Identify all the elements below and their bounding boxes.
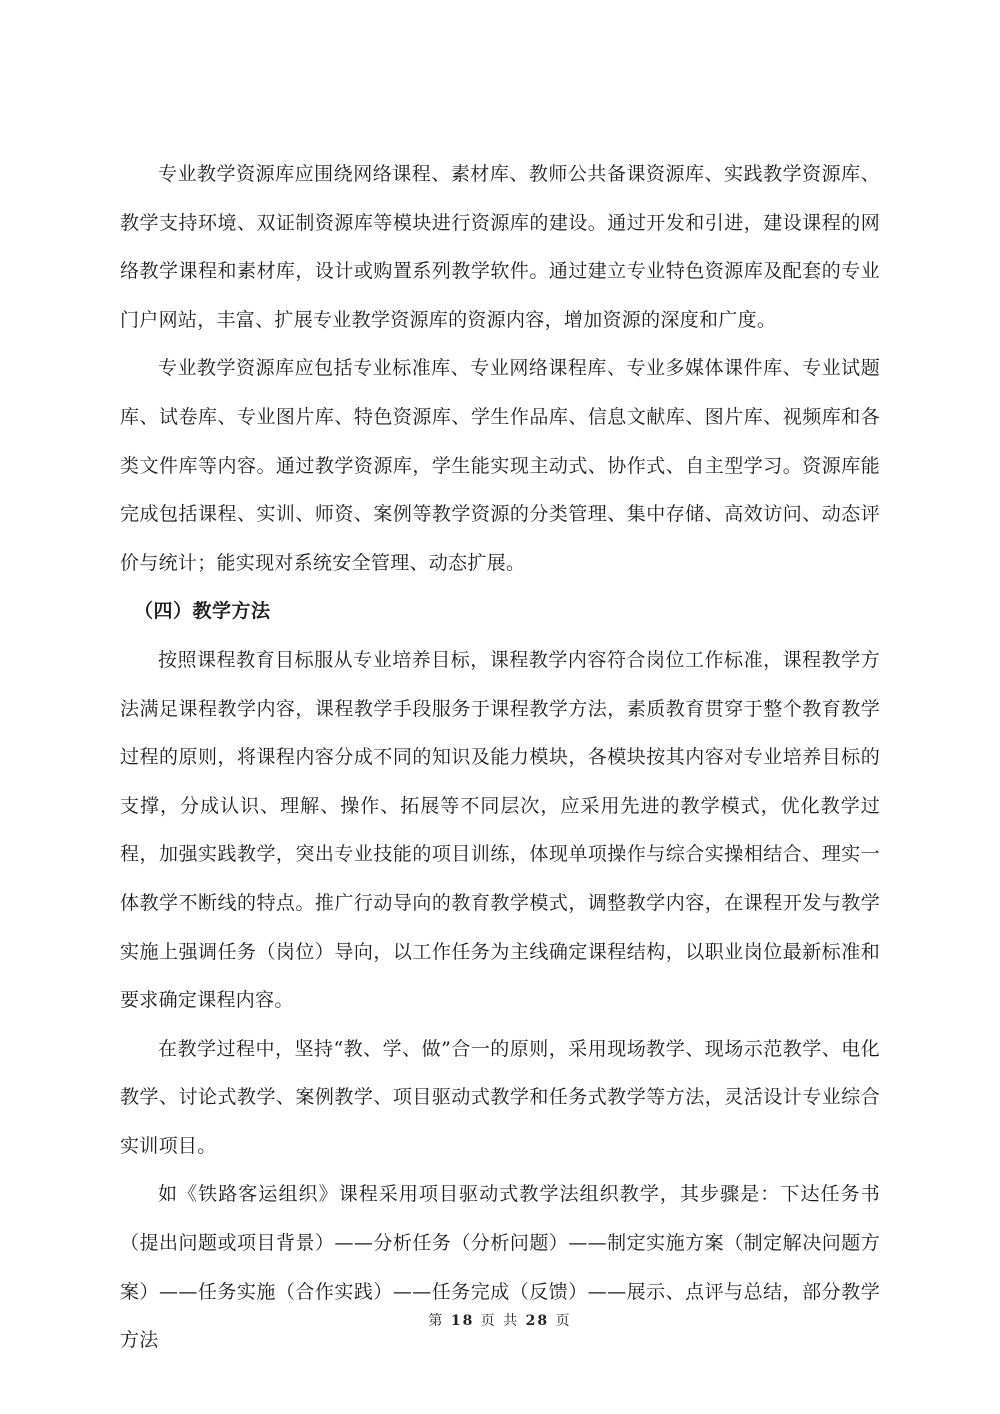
body-paragraph: 在教学过程中，坚持“教、学、做”合一的原则，采用现场教学、现场示范教学、电化教学、讨论式教学、案例教学、项目驱动式教学和任务式教学等方法，灵活设计专业综合实训项目。 (120, 1037, 880, 1157)
total-pages-number: 28 (525, 1313, 550, 1329)
page-footer (0, 1311, 1000, 1331)
body-paragraph: 按照课程教育目标服从专业培养目标，课程教学内容符合岗位工作标准，课程教学方法满足课程教学内容，课程教学手段服务于课程教学方法，素质教育贯穿于整个教育教学过程的原则，将课程内容分成不同的知识及能力模块，各模块按其内容对专业培养目标的支撑，分成认识、理解、操作、拓展等不同层次，应采用先进的教学模式，优化教学过程，加强实践教学，突出专业技能的项目训练，体现单项操作与综合实操相结合、理实一体教学不断线的特点。推广行动导向的教育教学模式，调整教学内容，在课程开发与教学实施上强调任务（岗位）导向，以工作任务为主线确定课程结构，以职业岗位最新标准和要求确定课程内容。 (120, 648, 880, 1012)
page-content (120, 150, 880, 1365)
body-paragraph: 专业教学资源库应围绕网络课程、素材库、教师公共备课资源库、实践教学资源库、教学支持环境、双证制资源库等模块进行资源库的建设。通过开发和引进，建设课程的网络教学课程和素材库，设计或购置系列教学软件。通过建立专业特色资源库及配套的专业门户网站，丰富、扩展专业教学资源库的资源内容，增加资源的深度和广度。 (120, 163, 880, 331)
section-heading: （四）教学方法 (134, 600, 271, 623)
current-page-number: 18 (450, 1313, 475, 1329)
footer-middle: 页 共 (480, 1313, 520, 1329)
body-paragraph: 专业教学资源库应包括专业标准库、专业网络课程库、专业多媒体课件库、专业试题库、试卷库、专业图片库、特色资源库、学生作品库、信息文献库、图片库、视频库和各类文件库等内容。通过教学资源库，学生能实现主动式、协作式、自主型学习。资源库能完成包括课程、实训、师资、案例等教学资源的分类管理、集中存储、高效访问、动态评价与统计；能实现对系统安全管理、动态扩展。 (120, 357, 880, 574)
body-paragraph: 如《铁路客运组织》课程采用项目驱动式教学法组织教学，其步骤是：下达任务书（提出问题或项目背景）——分析任务（分析问题）——制定实施方案（制定解决问题方案）——任务实施（合作实践）——任务完成（反馈）——展示、点评与总结，部分教学方法 (120, 1183, 880, 1352)
footer-suffix: 页 (555, 1313, 572, 1329)
footer-prefix: 第 (428, 1313, 445, 1329)
